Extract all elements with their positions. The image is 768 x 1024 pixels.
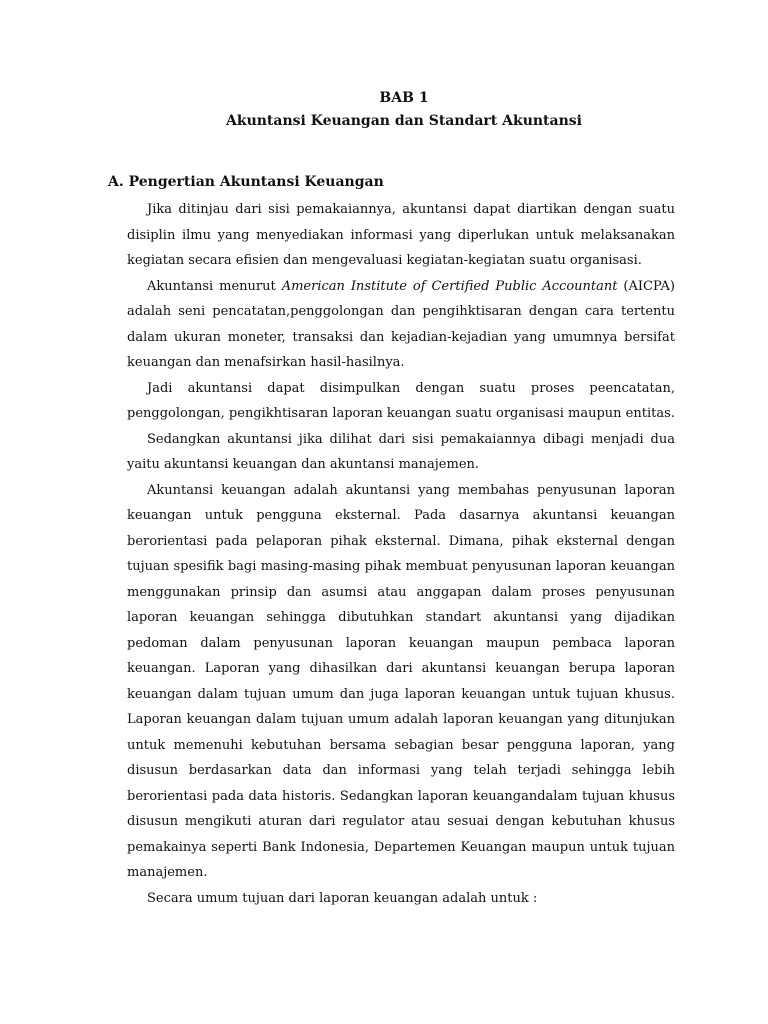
paragraph-2-rest: (AICPA) adalah seni pencatatan,penggolongan dan pengihktisaran dengan cara tertentu dalam ukuran moneter, transaksi dan kejadian-kejadian yang umumnya bersifat keuangan dan menafsirkan hasil-hasilnya. bbox=[127, 278, 675, 370]
paragraph-3: Jadi akuntansi dapat disimpulkan dengan suatu proses peencatatan, penggolongan, pengikhtisaran laporan keuangan suatu organisasi maupun entitas. bbox=[127, 380, 675, 421]
paragraph-6: Secara umum tujuan dari laporan keuangan adalah untuk : bbox=[147, 890, 538, 906]
aicpa-full-name: American Institute of Certified Public Accountant bbox=[281, 278, 618, 294]
document-body bbox=[127, 197, 675, 911]
paragraph-4: Sedangkan akuntansi jika dilihat dari sisi pemakaiannya dibagi menjadi dua yaitu akuntansi keuangan dan akuntansi manajemen. bbox=[127, 431, 675, 472]
chapter-title: Akuntansi Keuangan dan Standart Akuntansi bbox=[226, 113, 582, 129]
paragraph-2-intro: Akuntansi menurut bbox=[147, 278, 282, 294]
chapter-number: BAB 1 bbox=[379, 90, 429, 106]
paragraph-2 bbox=[127, 274, 675, 376]
paragraph-5: Akuntansi keuangan adalah akuntansi yang membahas penyusunan laporan keuangan untuk pengguna eksternal. Pada dasarnya akuntansi keuangan berorientasi pada pelaporan pihak eksternal. Dimana, pihak eksternal dengan tujuan spesifik bagi masing-masing pihak membuat penyusunan laporan keuangan menggunakan prinsip dan asumsi atau anggapan dalam proses penyusunan laporan keuangan sehingga dibutuhkan standart akuntansi yang dijadikan pedoman dalam penyusunan laporan keuangan maupun pembaca laporan keuangan. Laporan yang dihasilkan dari akuntansi keuangan berupa laporan keuangan dalam tujuan umum dan juga laporan keuangan untuk tujuan khusus. Laporan keuangan dalam tujuan umum adalah laporan keuangan yang ditunjukan untuk memenuhi kebutuhan bersama sebagian besar pengguna laporan, yang disusun berdasarkan data dan informasi yang telah terjadi sehingga lebih berorientasi pada data historis. Sedangkan laporan keuangandalam tujuan khusus disusun mengikuti aturan dari regulator atau sesuai dengan kebutuhan khusus pemakainya seperti Bank Indonesia, Departemen Keuangan maupun untuk tujuan manajemen. bbox=[127, 482, 675, 880]
paragraph-1: Jika ditinjau dari sisi pemakaiannya, akuntansi dapat diartikan dengan suatu disiplin ilmu yang menyediakan informasi yang diperlukan untuk melaksanakan kegiatan secara efisien dan mengevaluasi kegiatan-kegiatan suatu organisasi. bbox=[127, 202, 675, 268]
section-heading: A. Pengertian Akuntansi Keuangan bbox=[108, 174, 384, 190]
